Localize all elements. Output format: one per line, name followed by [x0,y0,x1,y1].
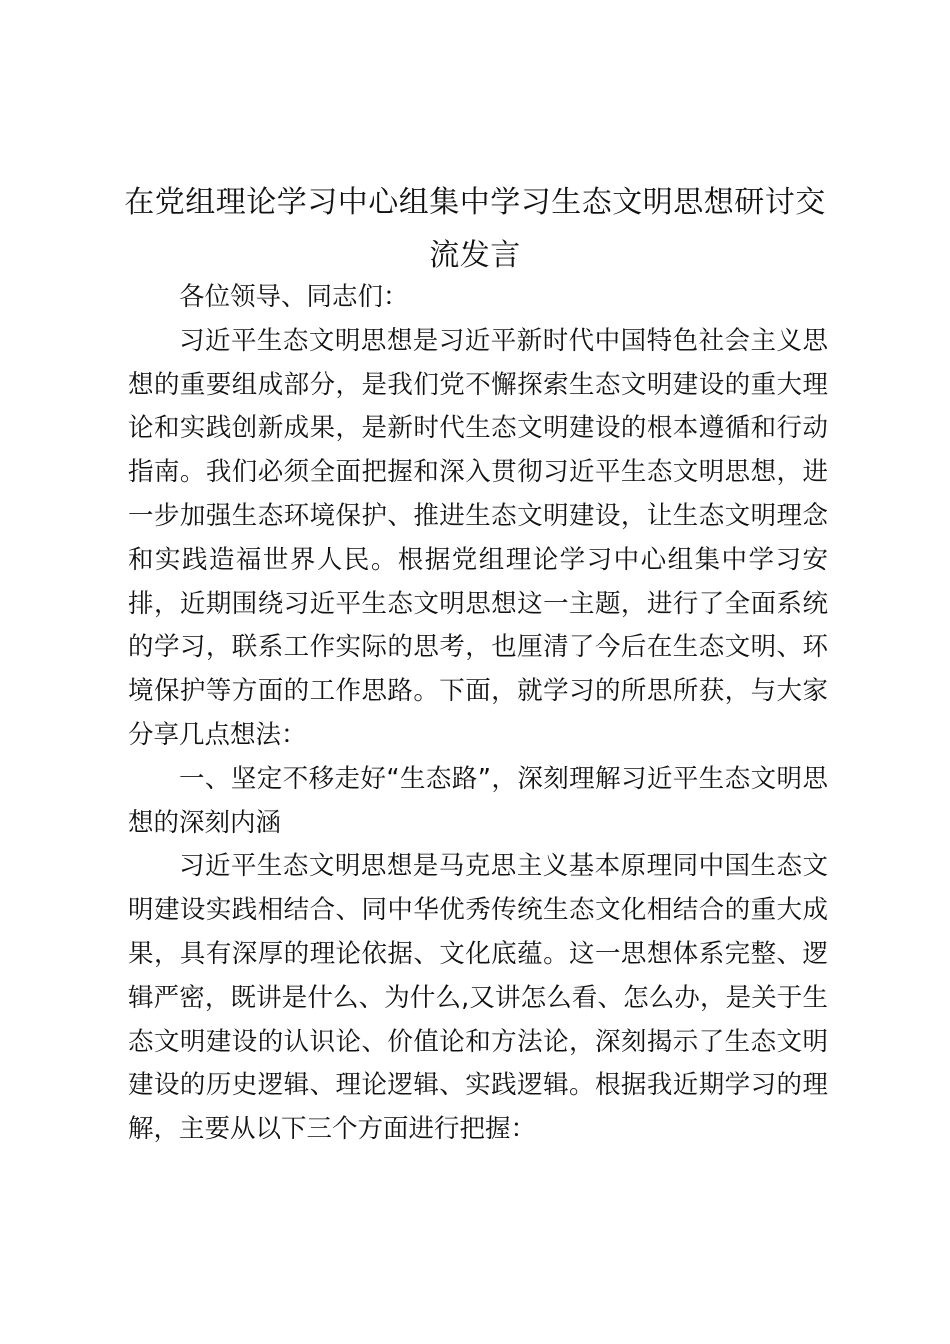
document-title: 在党组理论学习中心组集中学习生态文明思想研讨交流发言 [124,185,826,273]
salutation: 各位领导、同志们： [179,282,409,312]
section-heading-1: 一、坚定不移走好“生态路”，深刻理解习近平生态文明思想的深刻内涵 [128,763,828,838]
paragraph-intro: 习近平生态文明思想是习近平新时代中国特色社会主义思想的重要组成部分，是我们党不懈探索生态文明建设的重大理论和实践创新成果，是新时代生态文明建设的根本遵循和行动指南。我们必须全面把握和深入贯彻习近平生态文明思想，进一步加强生态环境保护、推进生态文明建设，让生态文明理念和实践造福世界人民。根据党组理论学习中心组集中学习安排，近期围绕习近平生态文明思想这一主题，进行了全面系统的学习，联系工作实际的思考，也厘清了今后在生态文明、环境保护等方面的工作思路。下面，就学习的所思所获，与大家分享几点想法： [128,325,828,750]
paragraph-section-1: 习近平生态文明思想是马克思主义基本原理同中国生态文明建设实践相结合、同中华优秀传统生态文化相结合的重大成果，具有深厚的理论依据、文化底蕴。这一思想体系完整、逻辑严密，既讲是什么、为什么,又讲怎么看、怎么办，是关于生态文明建设的认识论、价值论和方法论，深刻揭示了生态文明建设的历史逻辑、理论逻辑、实践逻辑。根据我近期学习的理解，主要从以下三个方面进行把握： [128,851,828,1145]
document-body [128,276,828,1152]
